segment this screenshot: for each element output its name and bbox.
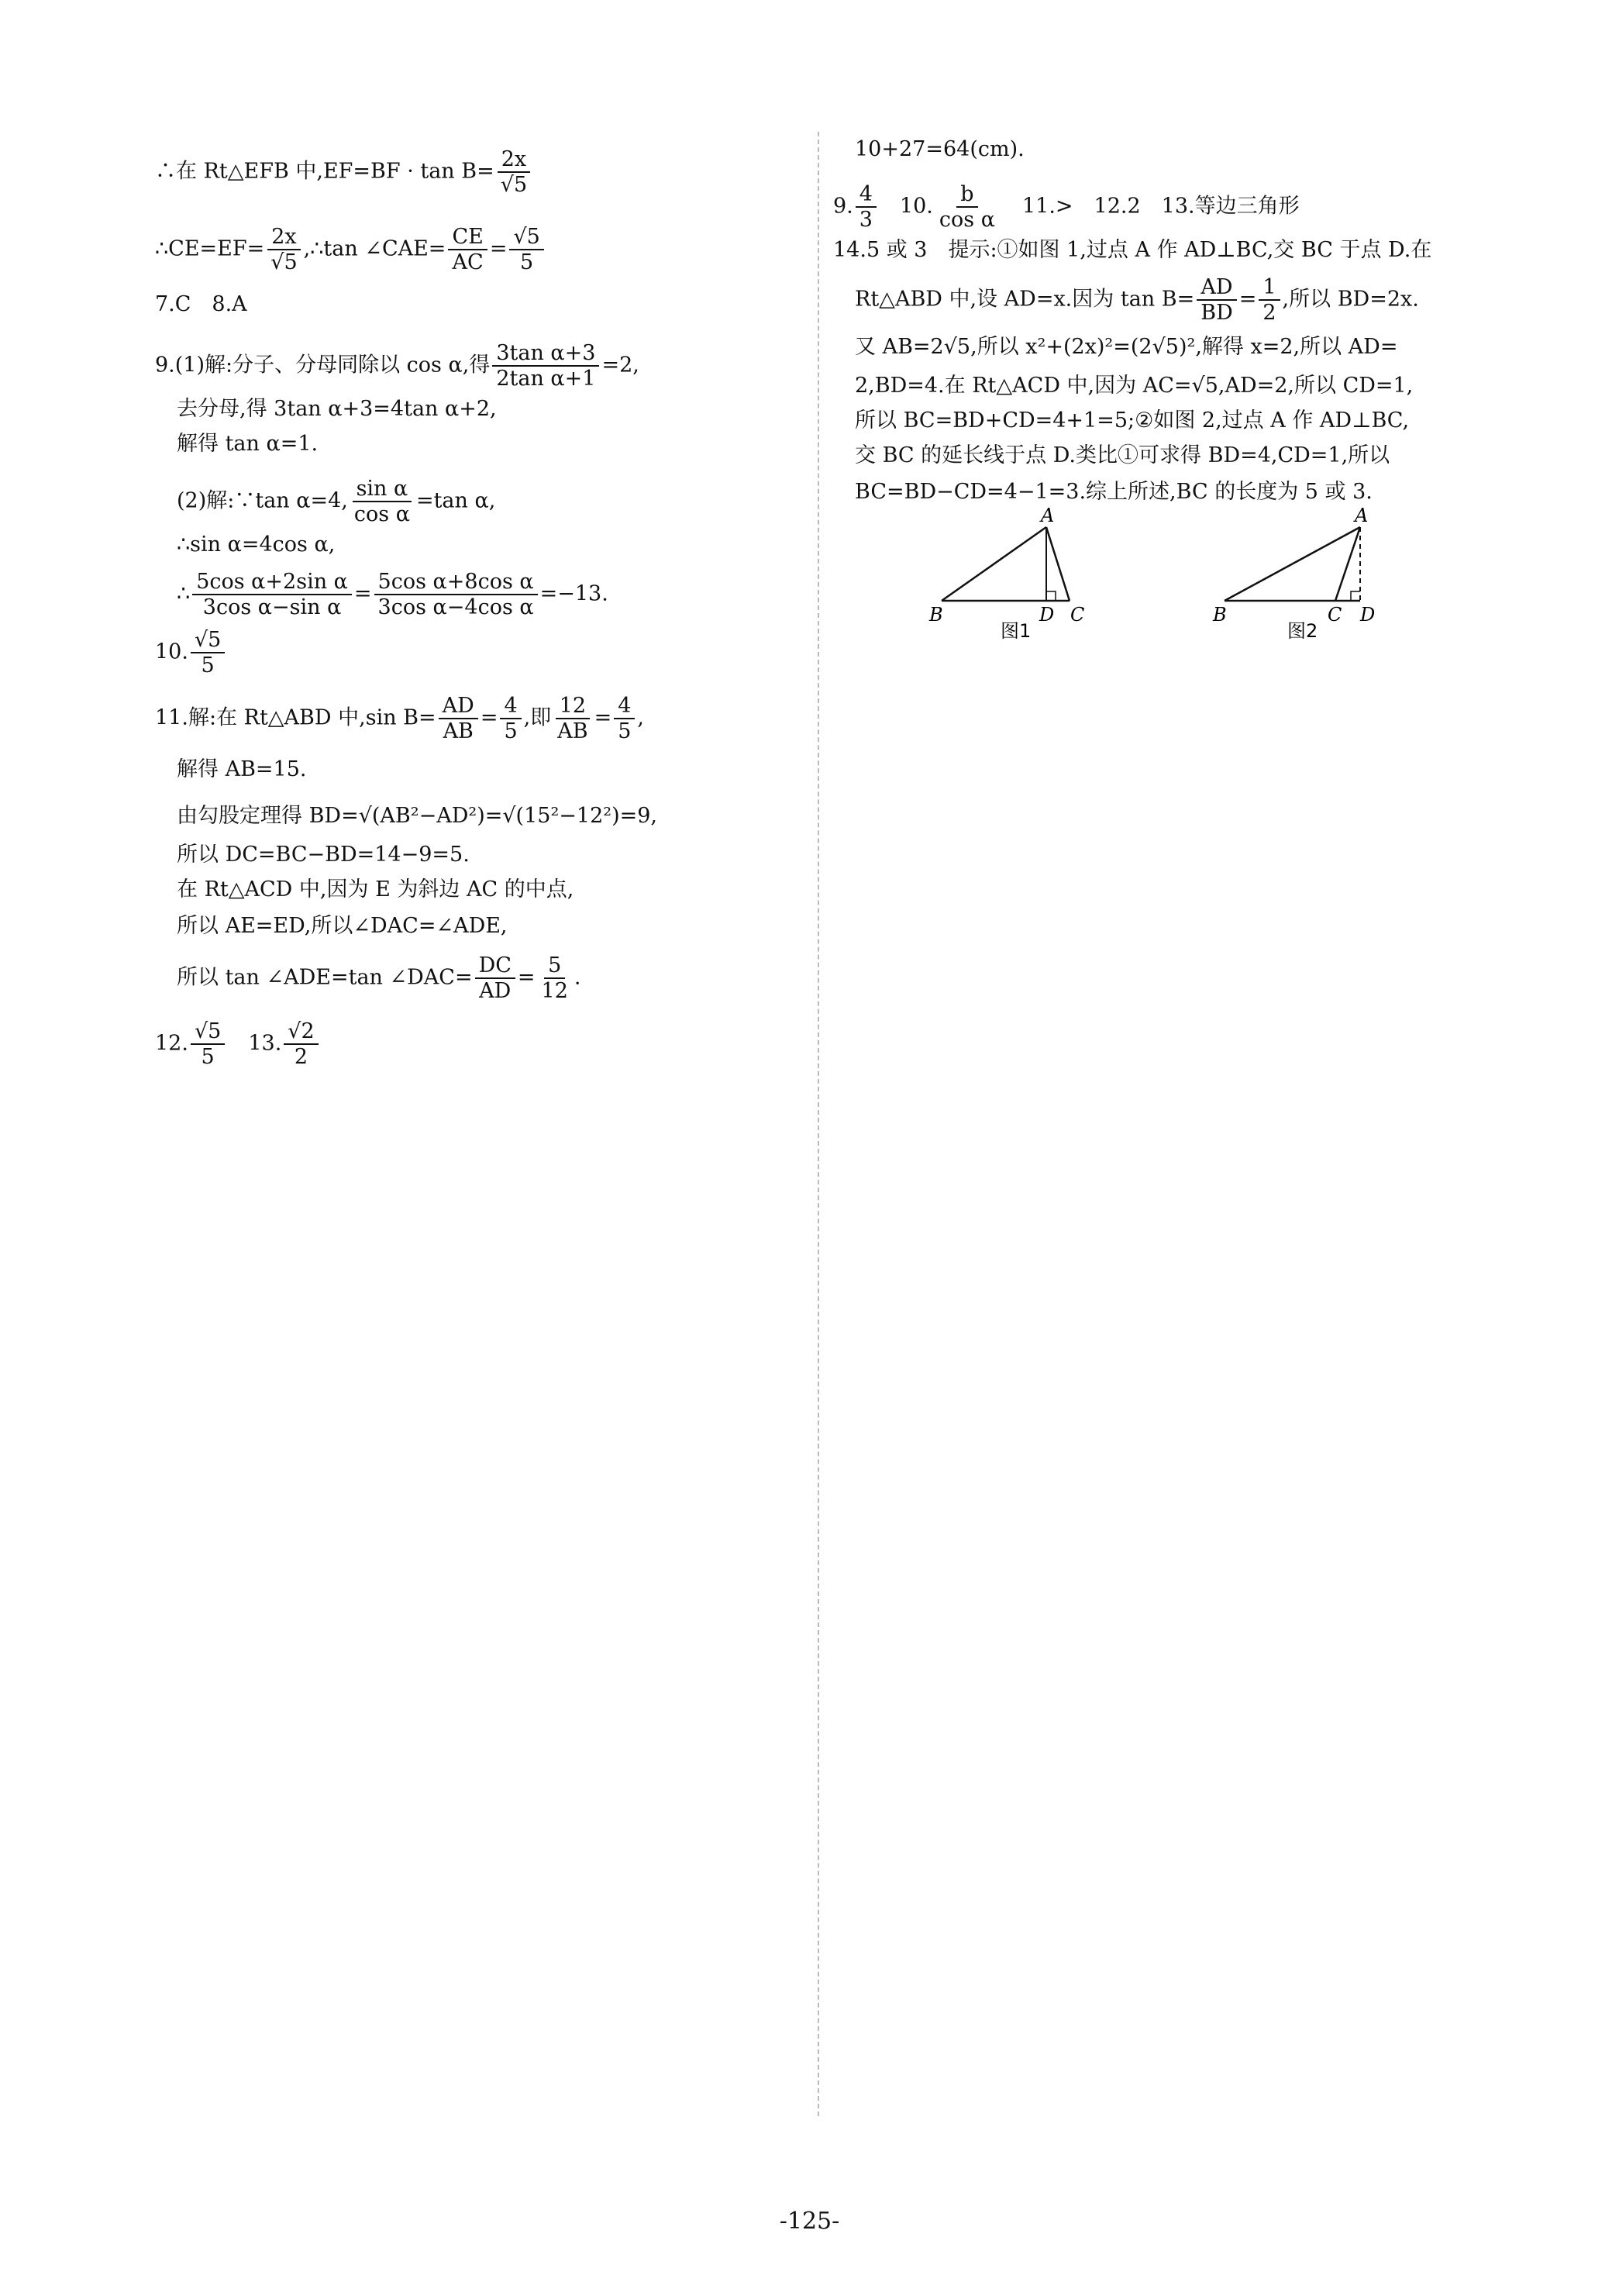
line: 在 Rt△ACD 中,因为 E 为斜边 AC 的中点,	[177, 877, 574, 902]
line-11-result	[177, 953, 580, 1003]
numerator: √5	[509, 225, 543, 250]
answers-7-8: 7.C 8.A	[155, 292, 247, 316]
line: ∴sin α=4cos α,	[177, 533, 336, 557]
fraction	[497, 147, 531, 197]
line: 解得 tan α=1.	[177, 432, 319, 456]
text: ,所以 BD=2x.	[1282, 287, 1419, 312]
numerator: √5	[191, 628, 225, 653]
denominator: AB	[557, 719, 588, 744]
line-9-result	[177, 570, 608, 619]
denominator: 2	[1262, 301, 1276, 326]
numerator: CE	[448, 225, 487, 250]
text: =−13.	[539, 581, 608, 606]
denominator: 5	[201, 653, 215, 678]
line-ce-ef	[155, 225, 546, 274]
text: ,	[637, 705, 644, 730]
denominator: √5	[270, 250, 298, 275]
text: =	[489, 236, 508, 261]
numerator: 5cos α+2sin α	[192, 570, 352, 595]
label-d: D	[1039, 604, 1055, 626]
denominator: 5	[504, 719, 518, 744]
text: .	[574, 965, 581, 990]
label-a: A	[1355, 508, 1369, 526]
fraction	[1259, 275, 1280, 325]
denominator: BD	[1200, 301, 1233, 326]
line: 所以 BC=BD+CD=4+1=5;②如图 2,过点 A 作 AD⊥BC,	[855, 409, 1410, 433]
denominator: 3cos α−sin α	[202, 595, 342, 620]
page-number: -125-	[779, 2208, 840, 2235]
segment-ac	[1046, 527, 1070, 601]
text: 11.> 12.2 13.等边三角形	[1001, 194, 1300, 219]
text: ,即	[523, 705, 552, 730]
fraction	[350, 477, 414, 526]
fraction	[267, 225, 301, 274]
text: ,∴tan ∠CAE=	[303, 236, 446, 261]
fraction	[191, 1019, 225, 1069]
numerator: 3tan α+3	[492, 341, 599, 367]
figure-2	[1205, 508, 1407, 640]
caption: 图1	[1001, 620, 1032, 640]
label-d: D	[1360, 604, 1376, 626]
fraction	[553, 694, 591, 743]
denominator: AC	[452, 250, 484, 275]
line: 又 AB=2√5,所以 x²+(2x)²=(2√5)²,解得 x=2,所以 AD=	[855, 335, 1398, 359]
text: 10.	[155, 640, 188, 664]
fraction	[284, 1019, 318, 1069]
denominator: 5	[618, 719, 632, 744]
fraction	[191, 628, 225, 677]
denominator: cos α	[353, 502, 410, 527]
line-9-1	[155, 341, 639, 391]
numerator: 12	[556, 694, 590, 719]
line: BC=BD−CD=4−1=3.综上所述,BC 的长度为 5 或 3.	[855, 480, 1373, 504]
label-c: C	[1070, 604, 1085, 626]
numerator: √2	[284, 1019, 318, 1045]
fraction	[475, 953, 515, 1003]
line-10	[155, 628, 227, 677]
numerator: DC	[475, 953, 515, 979]
line-12-13	[155, 1019, 321, 1069]
fraction	[439, 694, 478, 743]
numerator: 2x	[267, 225, 300, 250]
numerator: √5	[191, 1019, 225, 1045]
text: ∴在 Rt△EFB 中,EF=BF · tan B=	[155, 159, 494, 184]
numerator: 4	[614, 694, 635, 719]
fraction	[448, 225, 487, 274]
fraction	[192, 570, 352, 619]
line: 所以 AE=ED,所以∠DAC=∠ADE,	[177, 914, 508, 938]
line: 10+27=64(cm).	[855, 137, 1025, 161]
denominator: 12	[541, 979, 568, 1004]
line-11	[155, 694, 644, 743]
denominator: 5	[520, 250, 534, 275]
denominator: 5	[201, 1045, 215, 1070]
text: (2)解:∵tan α=4,	[177, 488, 348, 513]
line: 所以 DC=BC−BD=14−9=5.	[177, 843, 470, 867]
denominator: AD	[479, 979, 512, 1004]
label-b: B	[929, 604, 943, 626]
text: ∴CE=EF=	[155, 236, 265, 261]
numerator: AD	[439, 694, 478, 719]
text: 所以 tan ∠ADE=tan ∠DAC=	[177, 965, 473, 990]
numerator: b	[956, 182, 977, 208]
numerator: 5	[544, 953, 565, 979]
label-c: C	[1328, 604, 1342, 626]
column-divider	[818, 132, 819, 2116]
line-14-rt	[855, 275, 1419, 325]
fraction	[856, 182, 877, 232]
label-b: B	[1213, 604, 1227, 626]
denominator: 2	[294, 1045, 308, 1070]
figure-1	[918, 508, 1120, 640]
label-a: A	[1041, 508, 1055, 526]
text: 13.	[227, 1031, 282, 1056]
denominator: cos α	[939, 208, 995, 233]
denominator: AB	[443, 719, 474, 744]
fraction	[614, 694, 635, 743]
fraction	[509, 225, 543, 274]
line-9-13	[833, 182, 1300, 232]
text: =	[517, 965, 536, 990]
numerator: AD	[1197, 275, 1236, 301]
caption: 图2	[1287, 620, 1318, 640]
line-efb	[155, 147, 533, 197]
text: 11.解:在 Rt△ABD 中,sin B=	[155, 705, 436, 730]
text: 9.(1)解:分子、分母同除以 cos α,得	[155, 353, 491, 377]
text: 10.	[878, 194, 933, 219]
text: ∴	[177, 581, 191, 606]
text: =2,	[601, 353, 639, 377]
right-angle-mark	[1351, 591, 1360, 601]
denominator: 2tan α+1	[496, 367, 596, 391]
line: 由勾股定理得 BD=√(AB²−AD²)=√(15²−12²)=9,	[177, 804, 657, 828]
text: Rt△ABD 中,设 AD=x.因为 tan B=	[855, 287, 1195, 312]
text: 12.	[155, 1031, 188, 1056]
fraction	[374, 570, 538, 619]
text: =	[594, 705, 612, 730]
segment-ab	[942, 527, 1046, 601]
fraction	[935, 182, 999, 232]
numerator: sin α	[353, 477, 412, 502]
line: 解得 AB=15.	[177, 757, 307, 781]
line: 14.5 或 3 提示:①如图 1,过点 A 作 AD⊥BC,交 BC 于点 D.在	[833, 238, 1432, 262]
denominator: 3cos α−4cos α	[377, 595, 534, 620]
numerator: 5cos α+8cos α	[374, 570, 538, 595]
line: 交 BC 的延长线于点 D.类比①可求得 BD=4,CD=1,所以	[855, 443, 1390, 467]
numerator: 4	[856, 182, 877, 208]
fraction	[538, 953, 572, 1003]
line-9-2	[177, 477, 495, 526]
numerator: 4	[500, 694, 521, 719]
fraction	[500, 694, 521, 743]
line: 去分母,得 3tan α+3=4tan α+2,	[177, 397, 497, 421]
text: =	[480, 705, 498, 730]
text: =	[353, 581, 372, 606]
line: 2,BD=4.在 Rt△ACD 中,因为 AC=√5,AD=2,所以 CD=1,	[855, 374, 1414, 398]
right-angle-mark	[1046, 591, 1056, 601]
text: =	[1238, 287, 1257, 312]
fraction	[1197, 275, 1237, 325]
fraction	[492, 341, 599, 391]
text: =tan α,	[415, 488, 496, 513]
denominator: √5	[500, 173, 528, 198]
numerator: 2x	[498, 147, 530, 173]
numerator: 1	[1259, 275, 1280, 301]
text: 9.	[833, 194, 853, 219]
denominator: 3	[859, 208, 873, 233]
